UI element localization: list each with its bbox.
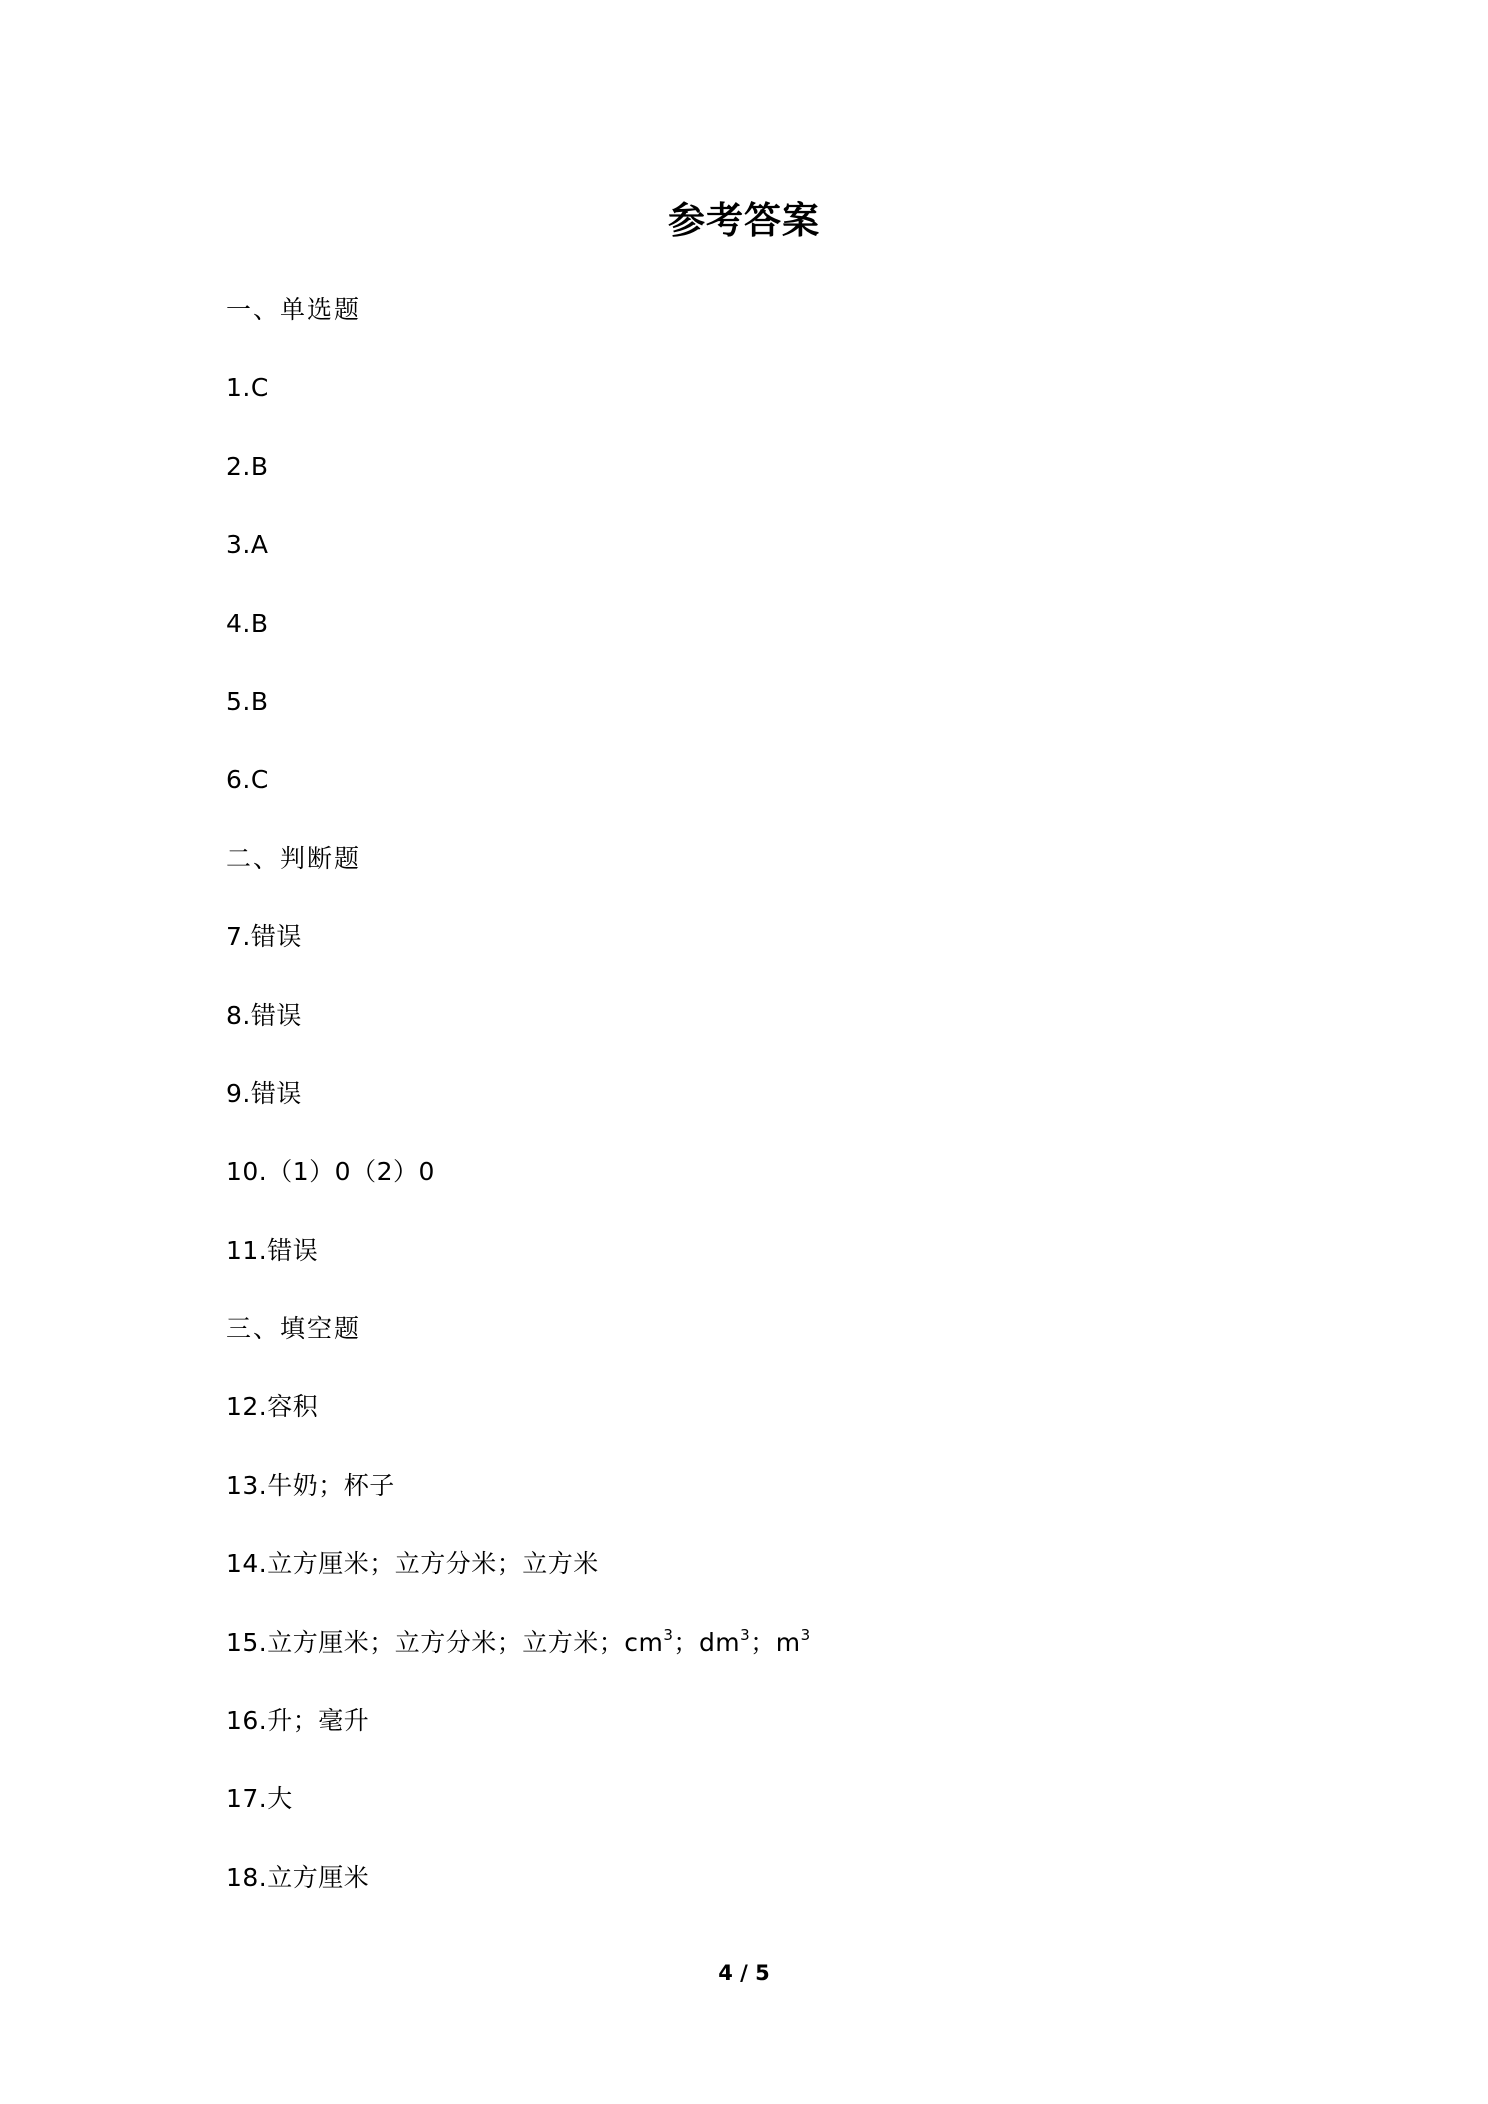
unit-m: m (775, 1627, 801, 1657)
answer-item: 18.立方厘米 (226, 1862, 370, 1892)
answer-15-prefix: 15.立方厘米；立方分米；立方米； (226, 1627, 625, 1657)
answer-item: 3.A (226, 530, 269, 560)
answer-item: 5.B (226, 686, 269, 716)
answer-item: 6.C (226, 765, 269, 795)
unit-cm: cm (624, 1627, 664, 1657)
answer-list (226, 284, 1326, 1930)
unit-exponent: 3 (663, 1625, 674, 1644)
answer-item: 8.错误 (226, 1000, 302, 1030)
answer-item: 7.错误 (226, 922, 302, 952)
answer-item: 2.B (226, 451, 269, 481)
answer-item: 14.立方厘米；立方分米；立方米 (226, 1549, 599, 1579)
answer-item: 13.牛奶；杯子 (226, 1470, 395, 1500)
section-heading-true-false: 二、判断题 (226, 843, 362, 873)
answer-item: 17.大 (226, 1784, 293, 1814)
unit-separator: ； (750, 1627, 776, 1657)
unit-dm: dm (698, 1627, 741, 1657)
answer-item: 4.B (226, 608, 269, 638)
answer-item: 1.C (226, 373, 269, 403)
unit-separator: ； (673, 1627, 699, 1657)
answer-item: 9.错误 (226, 1078, 302, 1108)
answer-item: 10.（1）0（2）0 (226, 1157, 435, 1187)
answer-item-15 (226, 1617, 1326, 1695)
answer-item: 11.错误 (226, 1235, 319, 1265)
answer-item: 16.升；毫升 (226, 1706, 370, 1736)
unit-exponent: 3 (740, 1625, 751, 1644)
section-heading-fill-in: 三、填空题 (226, 1314, 362, 1344)
answer-item: 12.容积 (226, 1392, 319, 1422)
unit-exponent: 3 (800, 1625, 811, 1644)
page-title: 参考答案 (668, 199, 820, 242)
page-number: 4 / 5 (718, 1961, 770, 1985)
section-heading-single-choice: 一、单选题 (226, 295, 362, 324)
